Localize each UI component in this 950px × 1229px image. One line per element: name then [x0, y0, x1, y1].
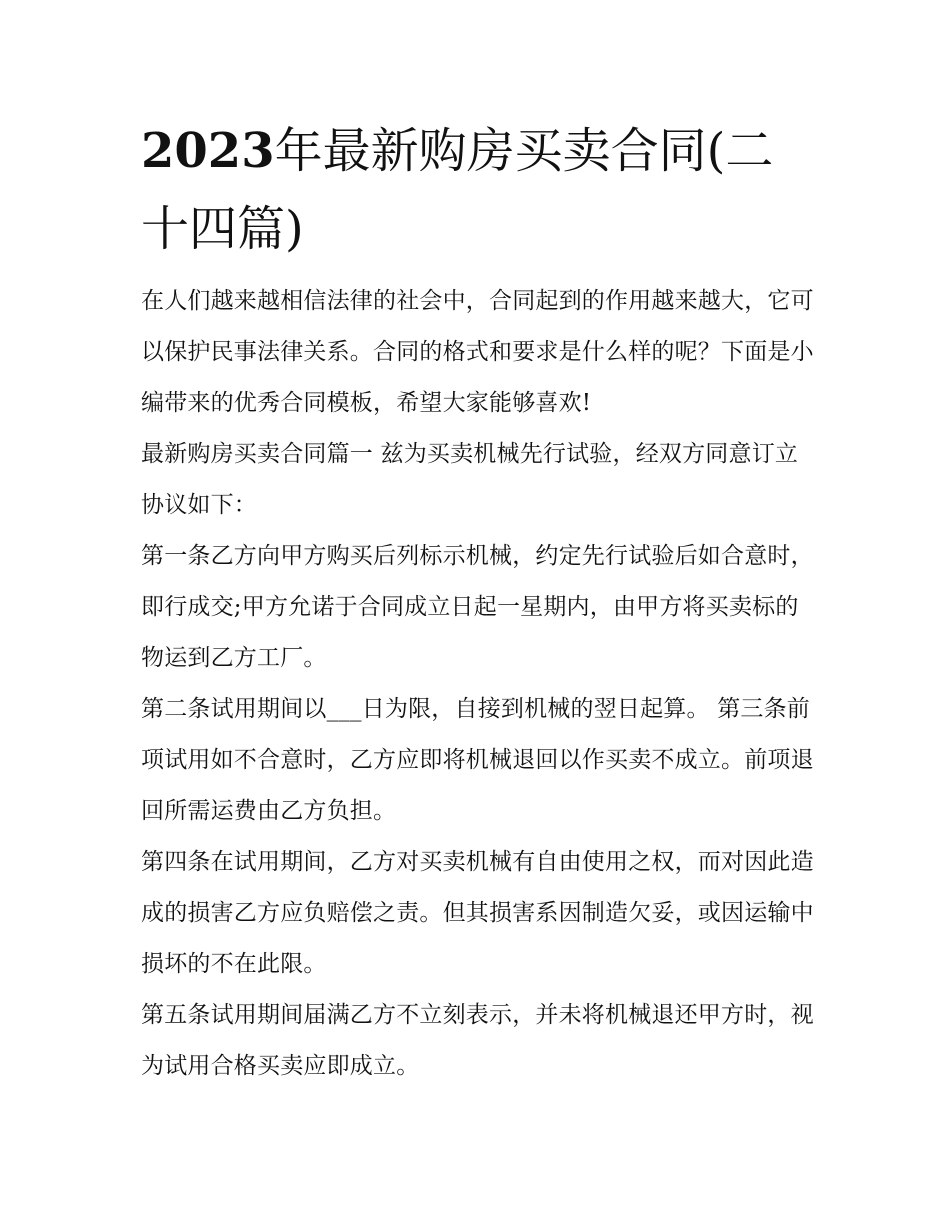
contract-heading-paragraph: 最新购房买卖合同篇一 兹为买卖机械先行试验，经双方同意订立协议如下： [141, 441, 799, 518]
title-year: 2023 [141, 123, 275, 179]
article-2-3-paragraph: 第二条试用期间以___日为限，自接到机械的翌日起算。 第三条前项试用如不合意时，乙方应即将机械退回以作买卖不成立。前项退回所需运费由乙方负担。 [141, 696, 814, 824]
article-4-paragraph: 第四条在试用期间，乙方对买卖机械有自由使用之权，而对因此造成的损害乙方应负赔偿之责。但其损害系因制造欠妥，或因运输中损坏的不在此限。 [141, 849, 814, 977]
intro-paragraph: 在人们越来越相信法律的社会中，合同起到的作用越来越大，它可以保护民事法律关系。合同的格式和要求是什么样的呢？下面是小编带来的优秀合同模板，希望大家能够喜欢! [141, 288, 814, 416]
document-title [141, 112, 821, 268]
document-page [141, 112, 821, 1092]
article-1-paragraph: 第一条乙方向甲方购买后列标示机械，约定先行试验后如合意时，即行成交;甲方允诺于合同成立日起一星期内，由甲方将买卖标的物运到乙方工厂。 [141, 543, 814, 671]
title-text: 年最新购房买卖合同(二十四篇) [141, 123, 774, 257]
article-5-paragraph: 第五条试用期间届满乙方不立刻表示，并未将机械退还甲方时，视为试用合格买卖应即成立。 [141, 1002, 814, 1079]
document-body [141, 276, 821, 1092]
